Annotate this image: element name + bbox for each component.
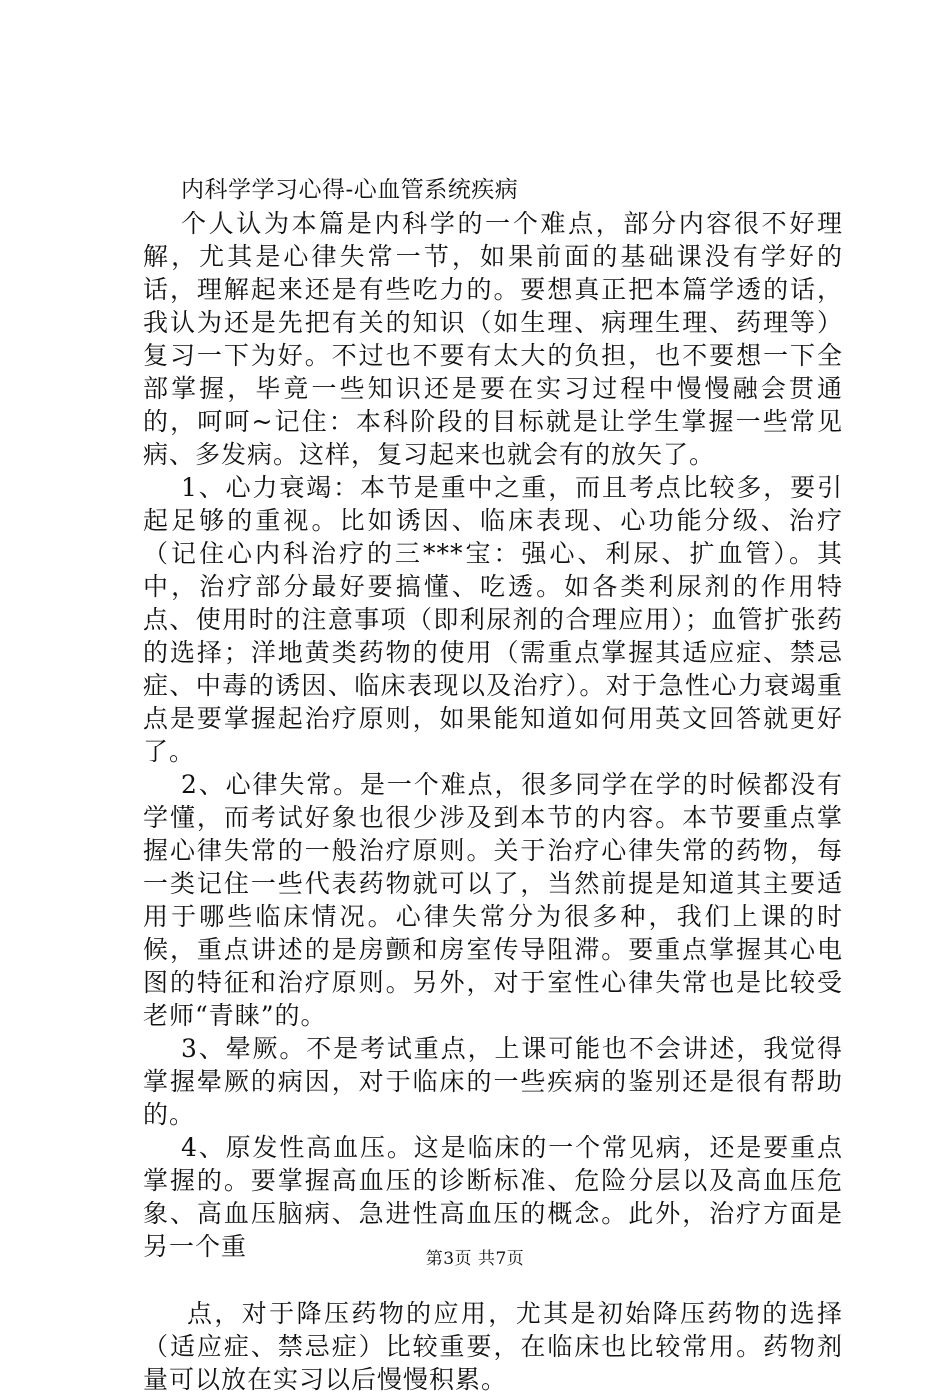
hypertension-paragraph: 4、原发性高血压。这是临床的一个常见病，还是要重点掌握的。要掌握高血压的诊断标准、危险分层以及高血压危象、高血压脑病、急进性高血压的概念。此外，治疗方面是另一个重 bbox=[143, 1133, 843, 1261]
syncope-paragraph: 3、晕厥。不是考试重点，上课可能也不会讲述，我觉得掌握晕厥的病因，对于临床的一些疾病的鉴别还是很有帮助的。 bbox=[143, 1034, 843, 1129]
arrhythmia-paragraph: 2、心律失常。是一个难点，很多同学在学的时候都没有学懂，而考试好象也很少涉及到本节的内容。本节要重点掌握心律失常的一般治疗原则。关于治疗心律失常的药物，每一类记住一些代表药物就可以了，当然前提是知道其主要适用于哪些临床情况。心律失常分为很多种，我们上课的时候，重点讲述的是房颤和房室传导阻滞。要重点掌握其心电图的特征和治疗原则。另外，对于室性心律失常也是比较受老师“青睐”的。 bbox=[143, 770, 843, 1030]
document-body bbox=[143, 174, 843, 1396]
page-number-footer: 第3页 共7页 bbox=[425, 1249, 525, 1269]
hypertension-continued-paragraph: 点，对于降压药物的应用，尤其是初始降压药物的选择（适应症、禁忌症）比较重要，在临床也比较常用。药物剂量可以放在实习以后慢慢积累。 bbox=[143, 1299, 843, 1394]
heart-failure-paragraph: 1、心力衰竭：本节是重中之重，而且考点比较多，要引起足够的重视。比如诱因、临床表现、心功能分级、治疗（记住心内科治疗的三***宝：强心、利尿、扩血管）。其中，治疗部分最好要搞懂、吃透。如各类利尿剂的作用特点、使用时的注意事项（即利尿剂的合理应用）；血管扩张药的选择；洋地黄类药物的使用（需重点掌握其适应症、禁忌症、中毒的诱因、临床表现以及治疗）。对于急性心力衰竭重点是要掌握起治疗原则，如果能知道如何用英文回答就更好了。 bbox=[143, 473, 843, 766]
document-title: 内科学学习心得-心血管系统疾病 bbox=[181, 177, 519, 203]
intro-paragraph: 个人认为本篇是内科学的一个难点，部分内容很不好理解，尤其是心律失常一节，如果前面的基础课没有学好的话，理解起来还是有些吃力的。要想真正把本篇学透的话，我认为还是先把有关的知识（如生理、病理生理、药理等）复习一下为好。不过也不要有太大的负担，也不要想一下全部掌握，毕竟一些知识还是要在实习过程中慢慢融会贯通的，呵呵~记住：本科阶段的目标就是让学生掌握一些常见病、多发病。这样，复习起来也就会有的放矢了。 bbox=[143, 209, 843, 469]
